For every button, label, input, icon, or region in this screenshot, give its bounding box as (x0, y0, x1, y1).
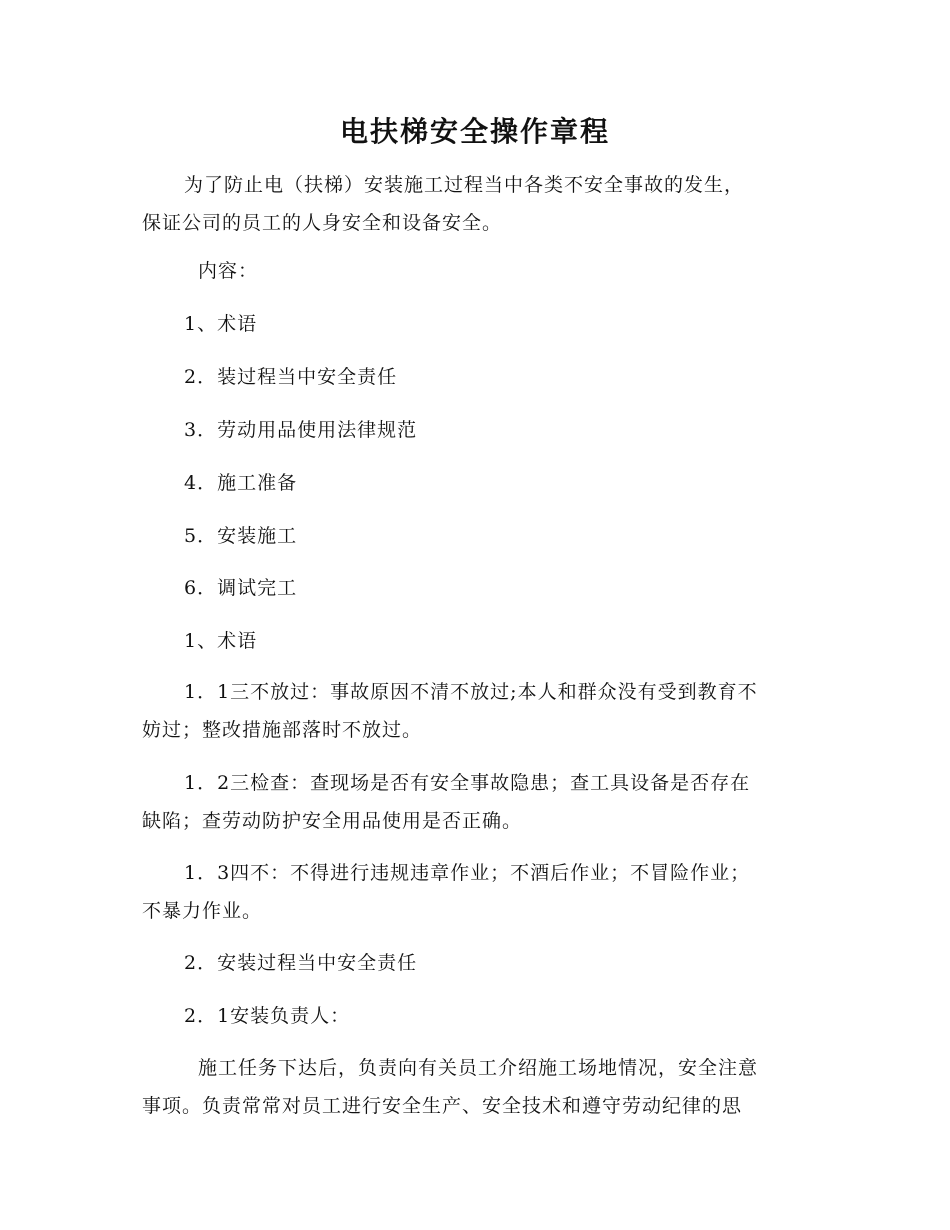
section-2-1-body (142, 1049, 810, 1125)
document-title: 电扶梯安全操作章程 (339, 115, 610, 148)
toc-item-6: 6．调试完工 (184, 577, 298, 599)
section-1-3-line-2: 不暴力作业。 (142, 900, 263, 922)
section-1-2-paragraph (142, 764, 810, 840)
toc-item-1: 1、术语 (184, 313, 258, 335)
intro-line-2: 保证公司的员工的人身安全和设备安全。 (142, 212, 503, 234)
section-2-1-heading: 2．1安装负责人： (184, 1005, 351, 1027)
section-1-1-line-1: 1．1三不放过：事故原因不清不放过;本人和群众没有受到教育不 (184, 681, 758, 703)
section-2-1-line-1: 施工任务下达后，负责向有关员工介绍施工场地情况，安全注意 (198, 1057, 759, 1079)
intro-paragraph (142, 166, 810, 242)
toc-item-4: 4．施工准备 (184, 472, 298, 494)
section-1-2-line-2: 缺陷；查劳动防护安全用品使用是否正确。 (142, 810, 523, 832)
section-1-1-paragraph (142, 673, 810, 749)
section-1-heading: 1、术语 (184, 630, 258, 652)
section-2-heading: 2．安装过程当中安全责任 (184, 952, 418, 974)
contents-label: 内容： (198, 260, 259, 282)
section-1-3-paragraph (142, 854, 810, 930)
section-1-1-line-2: 妨过；整改措施部落时不放过。 (142, 719, 423, 741)
section-1-3-line-1: 1．3四不：不得进行违规违章作业；不酒后作业；不冒险作业； (184, 862, 751, 884)
section-1-2-line-1: 1．2三检查：查现场是否有安全事故隐患；查工具设备是否存在 (184, 772, 751, 794)
toc-item-5: 5．安装施工 (184, 525, 298, 547)
section-2-1-line-2: 事项。负责常常对员工进行安全生产、安全技术和遵守劳动纪律的思 (142, 1095, 743, 1117)
intro-line-1: 为了防止电（扶梯）安装施工过程当中各类不安全事故的发生， (184, 174, 745, 196)
toc-item-3: 3．劳动用品使用法律规范 (184, 419, 418, 441)
toc-item-2: 2．装过程当中安全责任 (184, 366, 398, 388)
